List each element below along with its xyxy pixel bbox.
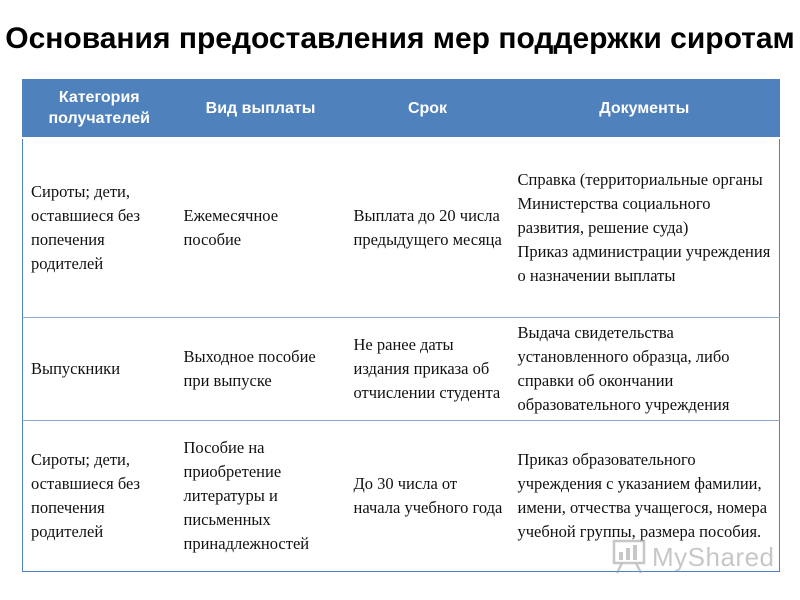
payment-type-text: Выходное пособие при выпуске (183, 347, 316, 390)
term-text: До 30 числа от начала учебного года (353, 474, 503, 517)
term-text: Выплата до 20 числа предыдущего месяца (353, 206, 502, 249)
category-text: Сироты; дети, оставшиеся без попечения родителей (31, 182, 141, 273)
support-measures-table (22, 79, 780, 572)
document-line: Приказ администрации учреждения о назначении выплаты (517, 242, 771, 285)
table-header-row (23, 79, 780, 138)
category-text: Сироты; дети, оставшиеся без попечения родителей (31, 450, 141, 541)
cell-category (23, 421, 176, 572)
watermark-text: MyShared (652, 541, 775, 572)
cell-payment-type (176, 318, 346, 421)
document-line: Справка (территориальные органы Министерства социального развития, решение суда) (517, 170, 763, 237)
payment-type-text: Ежемесячное пособие (183, 206, 279, 249)
cell-term (346, 318, 510, 421)
presentation-board-icon (612, 539, 646, 575)
slide-title: Основания предоставления мер поддержки сиротам (5, 22, 795, 55)
term-text: Не ранее даты издания приказа об отчислении студента (353, 335, 501, 402)
cell-payment-type (176, 138, 346, 318)
category-text: Выпускники (31, 359, 121, 378)
header-documents: Документы (510, 79, 780, 138)
document-line: Приказ образовательного учреждения с указанием фамилии, имени, отчества учащегося, номера учебной группы, размера пособия. (517, 450, 768, 541)
table-row (23, 318, 780, 421)
header-category: Категория получателей (23, 79, 176, 138)
cell-term (346, 421, 510, 572)
cell-category (23, 138, 176, 318)
header-term: Срок (346, 79, 510, 138)
cell-category (23, 318, 176, 421)
cell-term (346, 138, 510, 318)
payment-type-text: Пособие на приобретение литературы и письменных принадлежностей (183, 438, 310, 553)
document-line: Выдача свидетельства установленного образца, либо справки об окончании образовательного учреждения (517, 323, 730, 414)
myshared-watermark (612, 537, 775, 577)
header-payment-type: Вид выплаты (176, 79, 346, 138)
table-row (23, 138, 780, 318)
cell-payment-type (176, 421, 346, 572)
cell-documents (510, 138, 780, 318)
cell-documents (510, 318, 780, 421)
